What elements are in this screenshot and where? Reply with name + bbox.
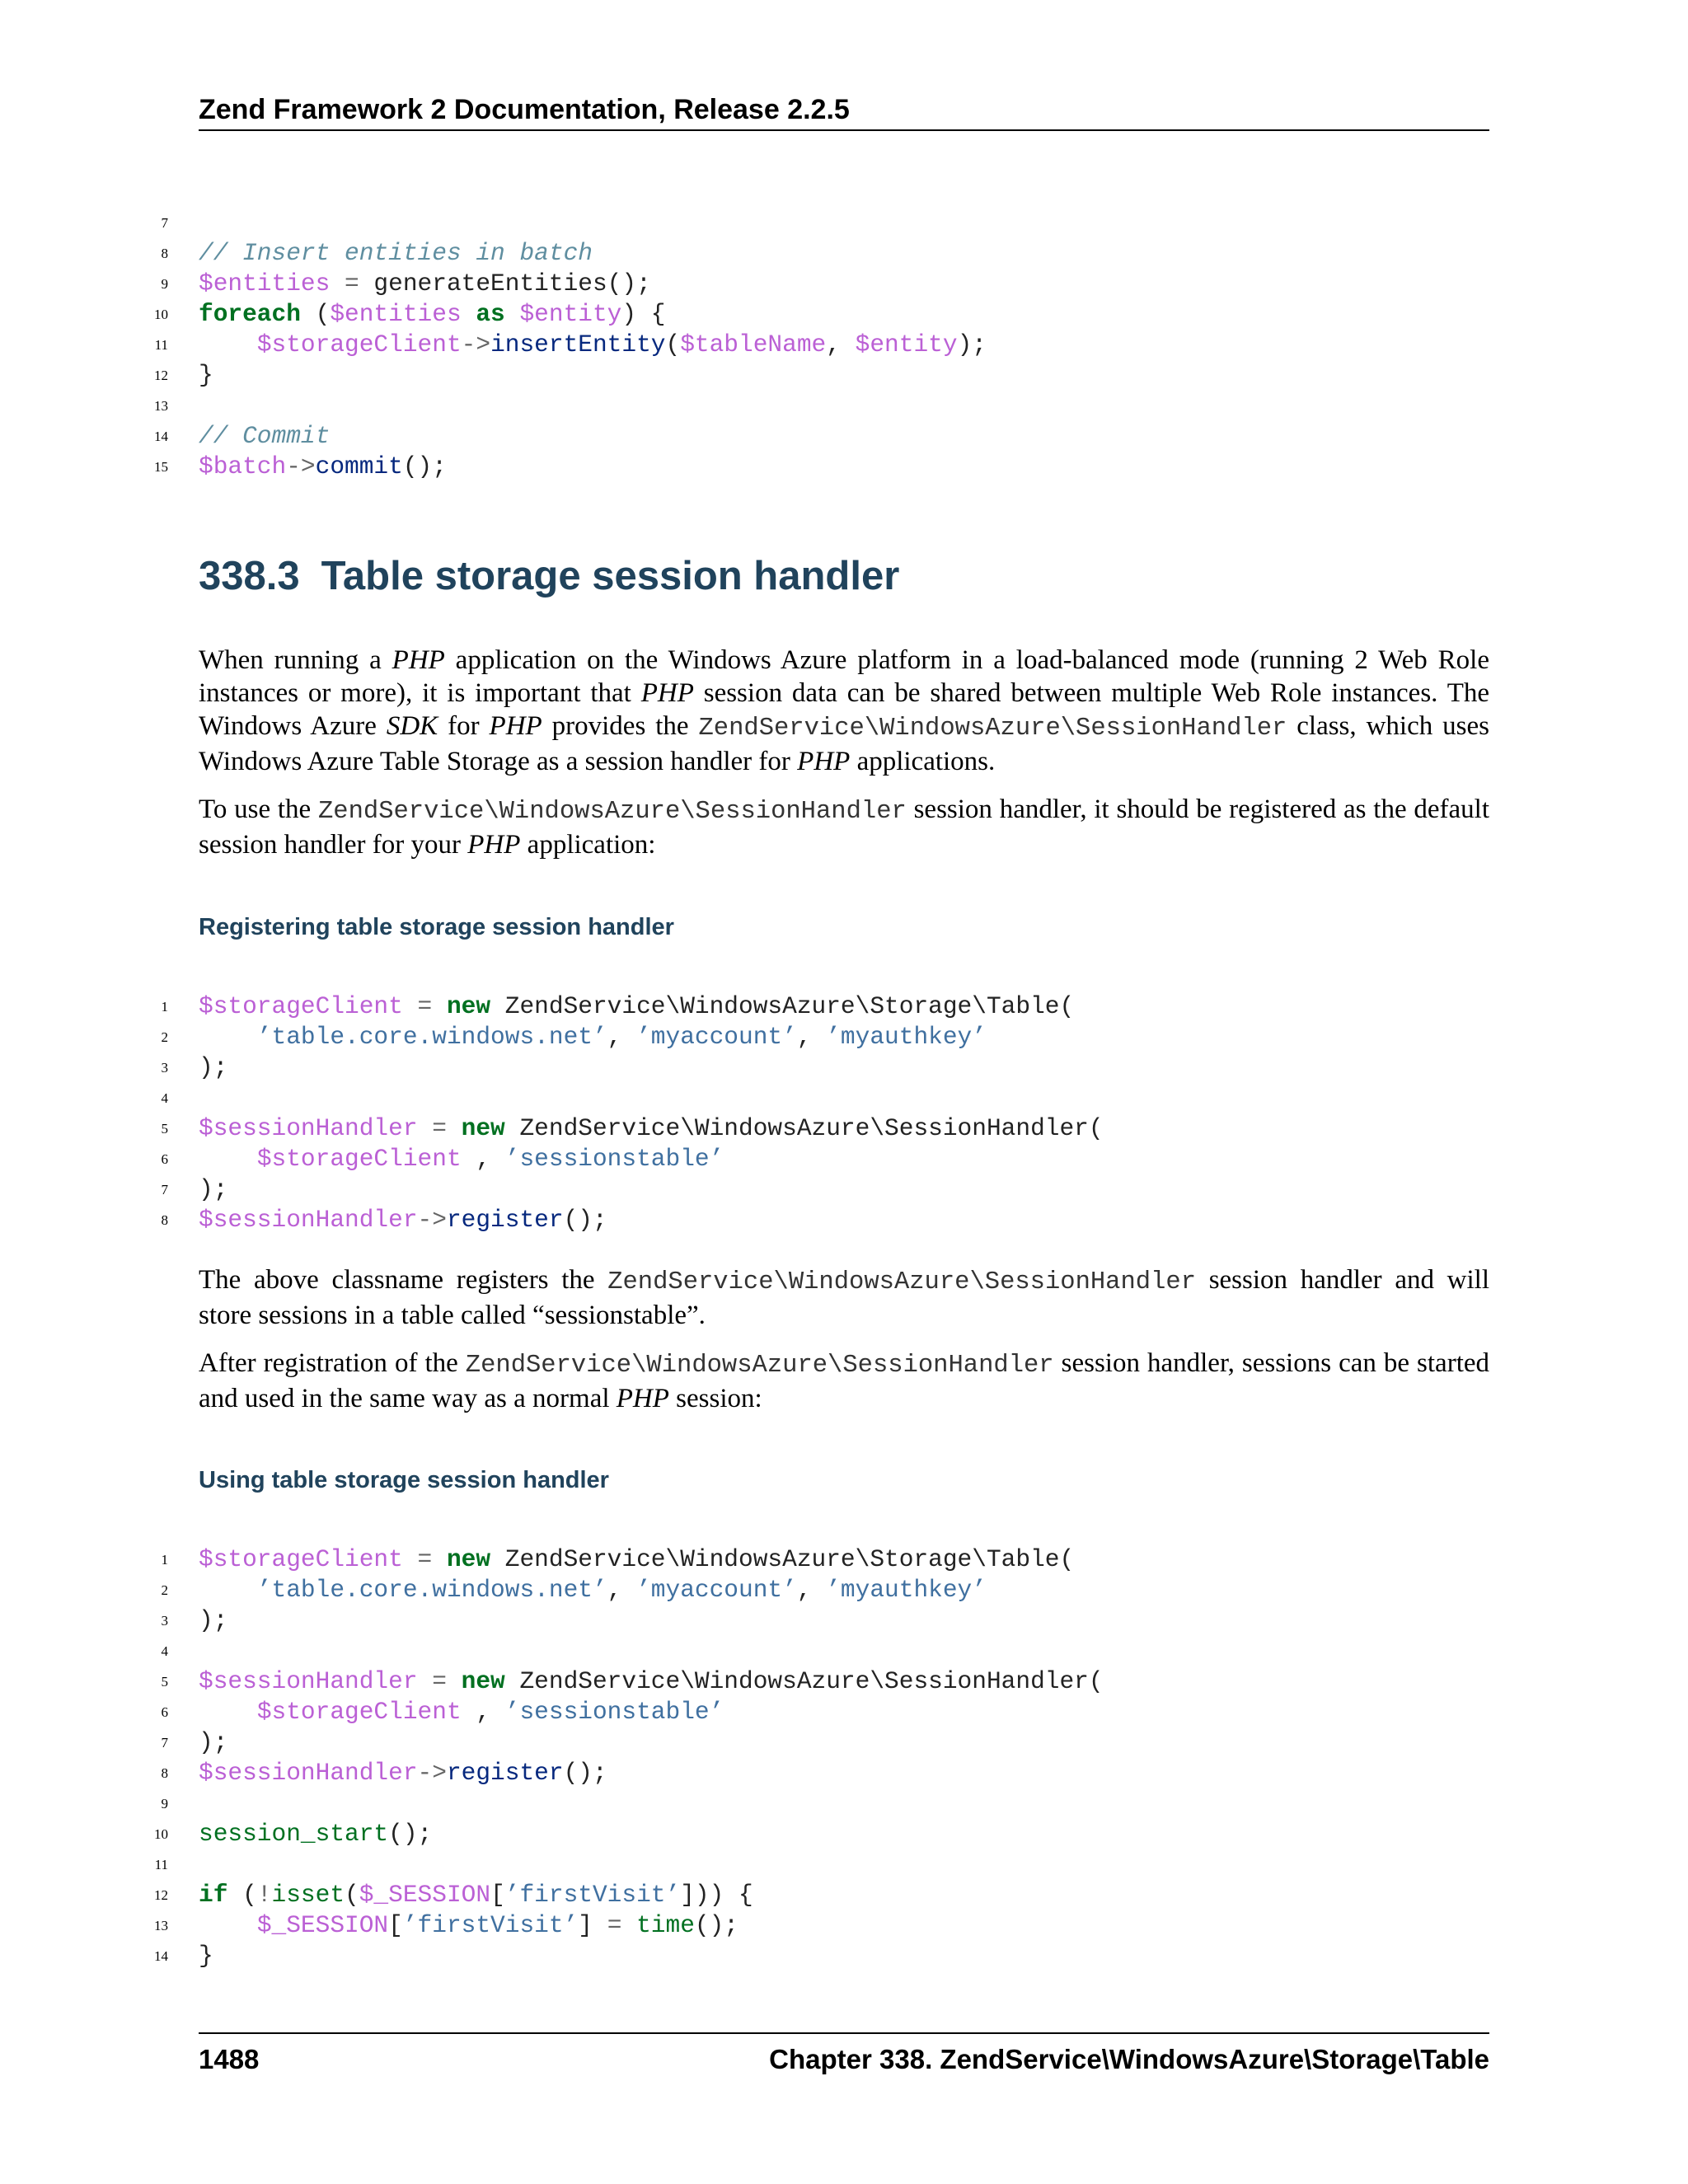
code-text: $sessionHandler->register(); <box>199 1759 607 1787</box>
code-line <box>0 1083 1688 1113</box>
line-number: 7 <box>161 215 168 231</box>
line-number: 1 <box>161 999 168 1015</box>
code-text: $storageClient , ’sessionstable’ <box>256 1145 724 1173</box>
code-line <box>0 208 1688 238</box>
header-rule <box>199 129 1489 131</box>
inline-code: ZendService\WindowsAzure\SessionHandler <box>465 1352 1054 1380</box>
code-text: $storageClient->insertEntity($tableName, $entity); <box>256 330 987 359</box>
code-line <box>0 1697 1688 1727</box>
line-number: 6 <box>161 1704 168 1720</box>
code-line <box>0 1144 1688 1174</box>
code-text: // Insert entities in batch <box>199 239 593 267</box>
code-line <box>0 360 1688 391</box>
code-line <box>0 1022 1688 1052</box>
code-text: $sessionHandler->register(); <box>199 1206 607 1234</box>
code-line <box>0 1819 1688 1849</box>
code-text: } <box>199 361 213 389</box>
line-number: 9 <box>161 1796 168 1811</box>
line-number: 2 <box>161 1582 168 1598</box>
page-number: 1488 <box>199 2044 260 2074</box>
code-line <box>0 1174 1688 1205</box>
line-number: 4 <box>161 1090 168 1106</box>
code-text: ’table.core.windows.net’, ’myaccount’, ’myauthkey’ <box>256 1023 987 1051</box>
paragraph-after-registration: After registration of the ZendService\WindowsAzure\SessionHandler session handler, sessions can be started and used in the same way as a normal PHP session: <box>199 1348 1490 1413</box>
code-line <box>0 1113 1688 1144</box>
code-text: ’table.core.windows.net’, ’myaccount’, ’myauthkey’ <box>256 1576 987 1604</box>
line-number: 12 <box>154 368 168 383</box>
code-text: // Commit <box>199 422 331 450</box>
section-title-text: Table storage session handler <box>321 554 900 598</box>
code-text: $entities = generateEntities(); <box>199 269 651 298</box>
code-line <box>0 299 1688 330</box>
code-text: session_start(); <box>199 1820 433 1848</box>
code-text: $sessionHandler = new ZendService\WindowsAzure\SessionHandler( <box>199 1667 1104 1695</box>
line-number: 3 <box>161 1613 168 1629</box>
code-text: $_SESSION[’firstVisit’] = time(); <box>256 1911 739 1939</box>
code-text: } <box>199 1942 213 1970</box>
line-number: 14 <box>154 429 168 444</box>
code-text: ); <box>199 1606 228 1634</box>
line-number: 3 <box>161 1060 168 1076</box>
line-number: 11 <box>154 337 168 353</box>
code-text: $sessionHandler = new ZendService\WindowsAzure\SessionHandler( <box>199 1114 1104 1142</box>
line-number: 10 <box>154 307 168 322</box>
line-number: 10 <box>154 1826 168 1842</box>
inline-code: ZendService\WindowsAzure\SessionHandler <box>698 715 1287 743</box>
code-line <box>0 1788 1688 1819</box>
code-line <box>0 330 1688 360</box>
code-text: $storageClient , ’sessionstable’ <box>256 1698 724 1726</box>
paragraph-intro: When running a PHP application on the Windows Azure platform in a load-balanced mode (running 2 Web Role instances or more), it is important that PHP session data can be shared between multiple Web Role instances. The Windows Azure SDK for PHP provides the ZendService\WindowsAzure\SessionHandler class, which uses Windows Azure Table Storage as a session handler for PHP applications. <box>199 645 1489 776</box>
line-number: 4 <box>161 1643 168 1659</box>
line-number: 7 <box>161 1182 168 1197</box>
code-text: $storageClient = new ZendService\WindowsAzure\Storage\Table( <box>199 1545 1075 1573</box>
line-number: 1 <box>161 1552 168 1568</box>
chapter-title: Chapter 338. ZendService\WindowsAzure\Storage\Table <box>769 2044 1489 2074</box>
line-number: 13 <box>154 398 168 414</box>
line-number: 12 <box>154 1887 168 1903</box>
code-text: ); <box>199 1175 228 1203</box>
line-number: 14 <box>154 1948 168 1964</box>
code-line <box>0 1941 1688 1971</box>
footer-rule <box>199 2032 1489 2034</box>
code-text: ); <box>199 1728 228 1756</box>
code-line <box>0 1575 1688 1605</box>
code-line <box>0 1910 1688 1941</box>
line-number: 8 <box>161 1212 168 1228</box>
line-number: 15 <box>154 459 168 475</box>
section-number: 338.3 <box>199 554 300 598</box>
line-number: 2 <box>161 1029 168 1045</box>
code-line <box>0 269 1688 299</box>
line-number: 6 <box>161 1151 168 1167</box>
line-number: 9 <box>161 276 168 292</box>
code-line <box>0 1758 1688 1788</box>
code-text: foreach ($entities as $entity) { <box>199 300 666 328</box>
page-footer <box>199 2041 1489 2078</box>
line-number: 8 <box>161 1765 168 1781</box>
line-number: 13 <box>154 1918 168 1933</box>
code-line <box>0 1544 1688 1575</box>
code-text: $storageClient = new ZendService\WindowsAzure\Storage\Table( <box>199 992 1075 1020</box>
code-line <box>0 421 1688 452</box>
code-line <box>0 1849 1688 1880</box>
line-number: 5 <box>161 1674 168 1690</box>
code-caption-registering: Registering table storage session handler <box>199 914 674 940</box>
code-line <box>0 1727 1688 1758</box>
running-header-title: Zend Framework 2 Documentation, Release 2.2.5 <box>199 94 850 125</box>
code-caption-using: Using table storage session handler <box>199 1467 609 1493</box>
code-line <box>0 452 1688 482</box>
section-heading <box>199 547 899 605</box>
line-number: 8 <box>161 246 168 261</box>
code-line <box>0 1605 1688 1636</box>
paragraph-usage: To use the ZendService\WindowsAzure\SessionHandler session handler, it should be registered as the default session handler for your PHP application: <box>199 794 1489 860</box>
inline-code: ZendService\WindowsAzure\SessionHandler <box>317 798 907 826</box>
code-line <box>0 391 1688 421</box>
line-number: 7 <box>161 1735 168 1750</box>
code-line <box>0 1205 1688 1235</box>
code-line <box>0 238 1688 269</box>
code-text: if (!isset($_SESSION[’firstVisit’])) { <box>199 1881 753 1909</box>
line-number: 5 <box>161 1121 168 1137</box>
line-number: 11 <box>154 1857 168 1872</box>
code-text: ); <box>199 1053 228 1081</box>
code-line <box>0 1636 1688 1666</box>
paragraph-classname: The above classname registers the ZendService\WindowsAzure\SessionHandler session handler and will store sessions in a table called “sessionstable”. <box>199 1265 1489 1330</box>
code-line <box>0 991 1688 1022</box>
code-line <box>0 1880 1688 1910</box>
code-text: $batch->commit(); <box>199 452 447 480</box>
code-line <box>0 1666 1688 1697</box>
inline-code: ZendService\WindowsAzure\SessionHandler <box>607 1268 1197 1296</box>
code-line <box>0 1052 1688 1083</box>
